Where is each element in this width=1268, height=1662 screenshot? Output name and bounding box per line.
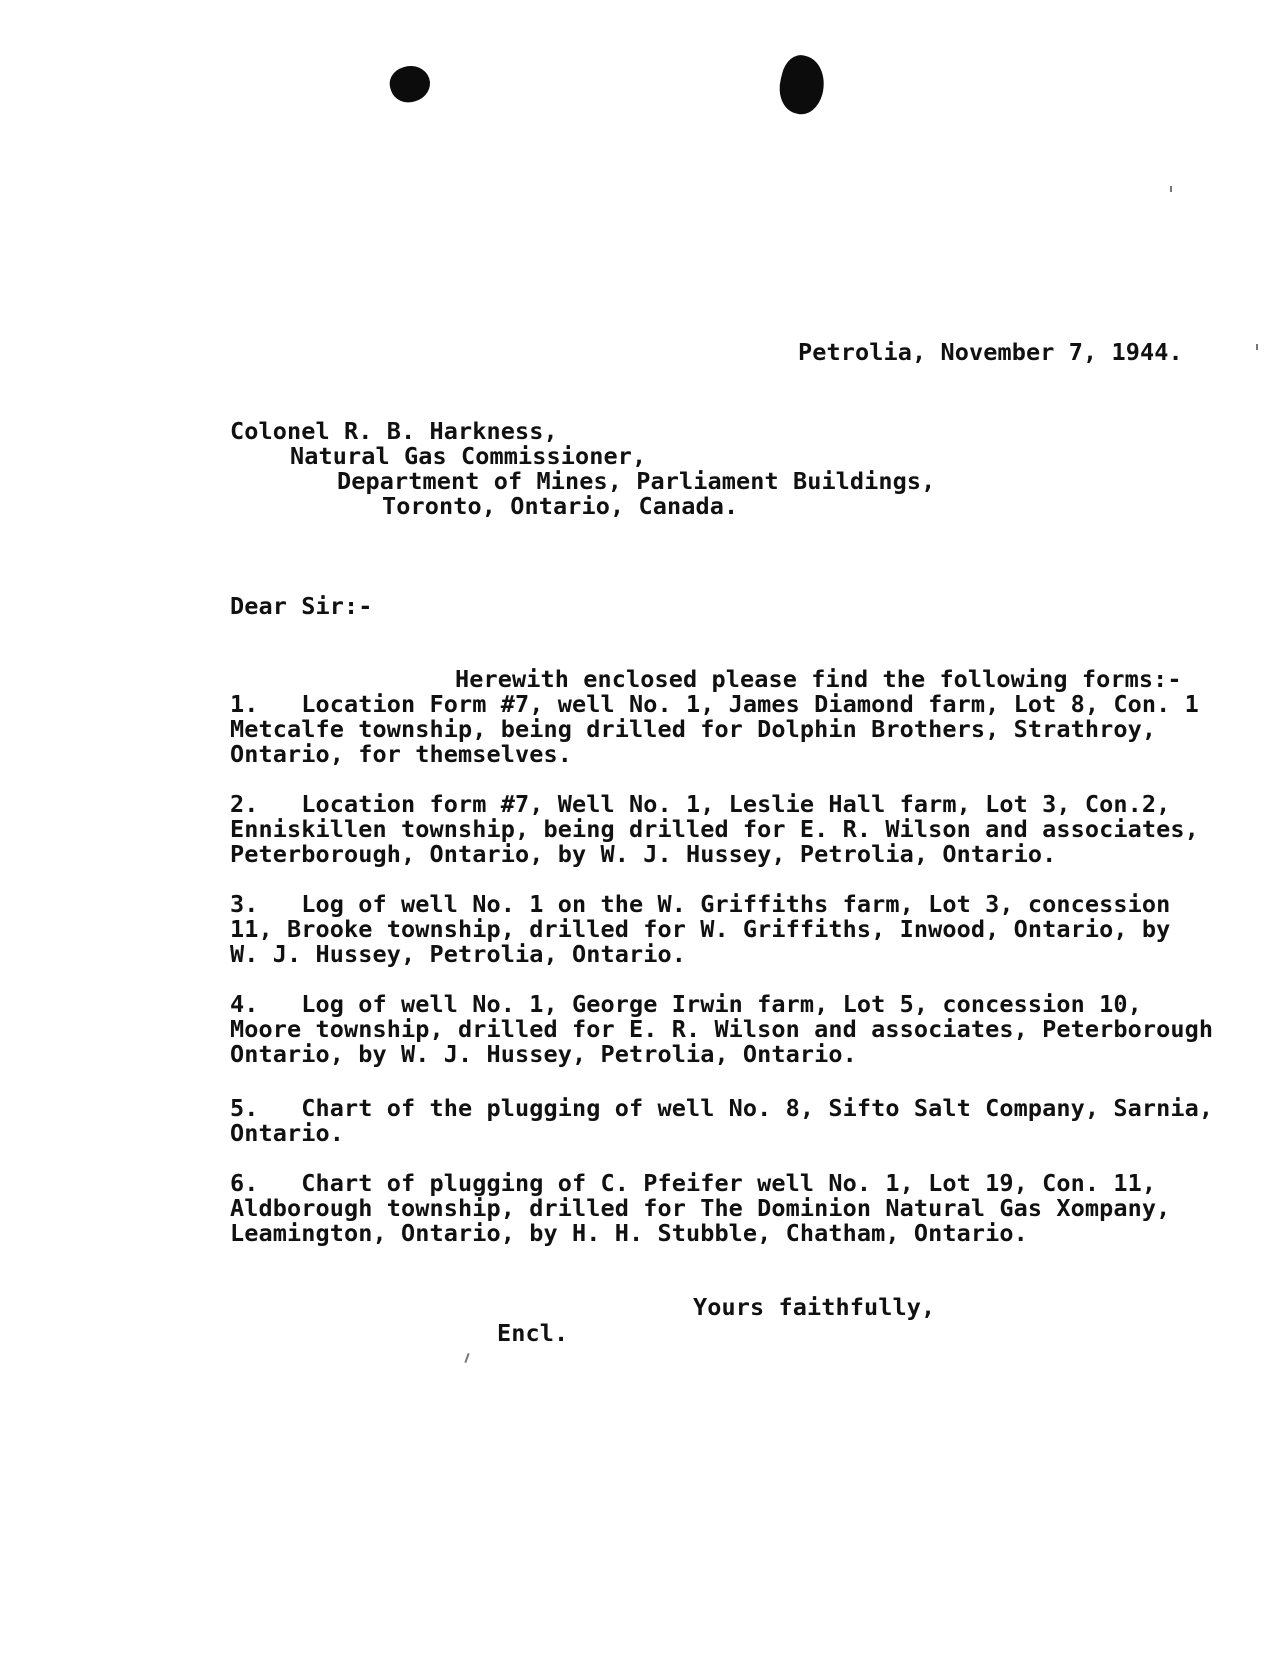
item-1-line-2: Metcalfe township, being drilled for Dolphin Brothers, Strathroy, xyxy=(230,715,1157,743)
item-5-line-1: 5. Chart of the plugging of well No. 8, Sifto Salt Company, Sarnia, xyxy=(230,1094,1214,1122)
item-1-line-3: Ontario, for themselves. xyxy=(230,740,572,768)
item-2-line-2: Enniskillen township, being drilled for E. R. Wilson and associates, xyxy=(230,815,1199,843)
item-4-line-3: Ontario, by W. J. Hussey, Petrolia, Ontario. xyxy=(230,1040,857,1068)
item-2-line-3: Peterborough, Ontario, by W. J. Hussey, Petrolia, Ontario. xyxy=(230,840,1057,868)
enclosure-note: Encl. xyxy=(497,1319,569,1347)
intro-line: Herewith enclosed please find the following forms:- xyxy=(455,665,1182,693)
item-3-line-3: W. J. Hussey, Petrolia, Ontario. xyxy=(230,940,686,968)
item-2-line-1: 2. Location form #7, Well No. 1, Leslie Hall farm, Lot 3, Con.2, xyxy=(230,790,1171,818)
item-6-line-1: 6. Chart of plugging of C. Pfeifer well No. 1, Lot 19, Con. 11, xyxy=(230,1169,1157,1197)
scan-speck xyxy=(1170,186,1172,192)
scan-speck xyxy=(464,1353,469,1363)
punch-hole-right xyxy=(774,52,831,119)
item-6-line-3: Leamington, Ontario, by H. H. Stubble, Chatham, Ontario. xyxy=(230,1219,1028,1247)
item-4-line-1: 4. Log of well No. 1, George Irwin farm, Lot 5, concession 10, xyxy=(230,990,1142,1018)
recipient-line-3: Department of Mines, Parliament Buildings, xyxy=(337,467,936,495)
recipient-line-1: Colonel R. B. Harkness, xyxy=(230,417,558,445)
scan-speck xyxy=(1256,344,1258,350)
item-4-line-2: Moore township, drilled for E. R. Wilson and associates, Peterborough xyxy=(230,1015,1214,1043)
recipient-line-4: Toronto, Ontario, Canada. xyxy=(382,492,739,520)
item-6-line-2: Aldborough township, drilled for The Dominion Natural Gas Xompany, xyxy=(230,1194,1171,1222)
item-3-line-2: 11, Brooke township, drilled for W. Griffiths, Inwood, Ontario, by xyxy=(230,915,1171,943)
item-3-line-1: 3. Log of well No. 1 on the W. Griffiths farm, Lot 3, concession xyxy=(230,890,1171,918)
item-1-line-1: 1. Location Form #7, well No. 1, James Diamond farm, Lot 8, Con. 1 xyxy=(230,690,1199,718)
recipient-line-2: Natural Gas Commissioner, xyxy=(290,442,647,470)
letter-date: Petrolia, November 7, 1944. xyxy=(798,338,1183,366)
salutation: Dear Sir:- xyxy=(230,592,373,620)
item-5-line-2: Ontario. xyxy=(230,1119,344,1147)
punch-hole-left xyxy=(385,61,434,108)
closing: Yours faithfully, xyxy=(693,1293,936,1321)
